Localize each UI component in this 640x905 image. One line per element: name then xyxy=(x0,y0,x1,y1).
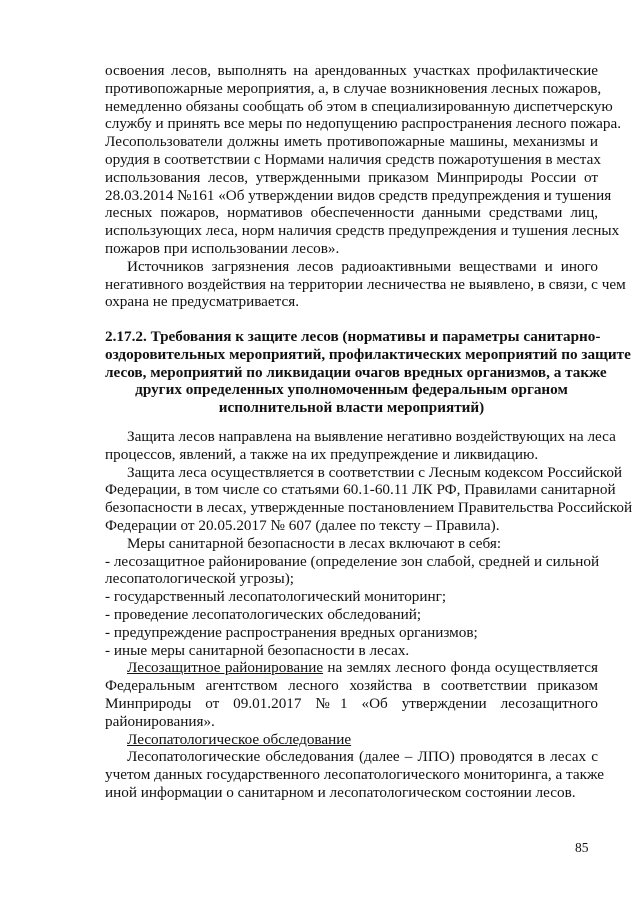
text-line: пожаров при использовании лесов». xyxy=(105,239,340,257)
text-line: Минприроды от 09.01.2017 №1 «Об утверждении лесозащитного xyxy=(105,694,598,712)
heading-line: других определенных уполномоченным федеральным органом xyxy=(135,381,568,399)
survey-title-line xyxy=(105,731,598,749)
text-line: противопожарные мероприятия, а, в случае возникновения лесных пожаров, xyxy=(105,79,602,97)
text-line: освоения лесов, выполнять на арендованных участках профилактические xyxy=(105,62,598,79)
text-line: использующих леса, норм наличия средств предупреждения и тушения лесных xyxy=(105,222,620,240)
text-line: Источников загрязнения лесов радиоактивными веществами и иного xyxy=(127,257,598,275)
text-line: учетом данных государственного лесопатологического мониторинга, а также xyxy=(105,766,605,784)
forest-protection-text xyxy=(105,428,633,802)
list-item: - иные меры санитарной безопасности в лесах. xyxy=(105,641,410,659)
fire-safety-paragraph xyxy=(105,62,626,311)
page-number: 85 xyxy=(575,840,589,855)
heading-line: 2.17.2. Требования к защите лесов (нормативы и параметры санитарно- xyxy=(105,328,601,345)
text-line: Лесопатологические обследования (далее – ЛПО) проводятся в лесах с xyxy=(127,748,598,766)
text-line: районирования». xyxy=(105,712,215,730)
text-line: охрана не предусматривается. xyxy=(105,293,299,311)
text-line: Федерации, в том числе со статьями 60.1-60.11 ЛК РФ, Правилами санитарной xyxy=(105,481,616,499)
text-line: лесопатологической угрозы); xyxy=(105,570,294,588)
text-line: негативного воздействия на территории лесничества не выявлено, в связи, с чем xyxy=(105,275,626,293)
zoning-term: Лесозащитное районирование xyxy=(127,659,324,677)
text-line: орудия в соответствии с Нормами наличия средств пожаротушения в местах xyxy=(105,150,601,168)
list-item: - предупреждение распространения вредных организмов; xyxy=(105,623,478,641)
section-heading xyxy=(105,328,631,417)
text-line: Федерации от 20.05.2017 № 607 (далее по тексту – Правила). xyxy=(105,516,500,534)
heading-line: лесов, мероприятий по ликвидации очагов вредных организмов, а также xyxy=(105,363,607,381)
text-line: Меры санитарной безопасности в лесах включают в себя: xyxy=(127,534,502,552)
text-line: Защита лесов направлена на выявление негативно воздействующих на леса xyxy=(127,428,616,445)
heading-line: исполнительной власти мероприятий) xyxy=(218,399,485,417)
text-line: использования лесов, утвержденными приказом Минприроды России от xyxy=(105,168,598,186)
list-item: - государственный лесопатологический мониторинг; xyxy=(105,588,447,606)
survey-title: Лесопатологическое обследование xyxy=(127,730,352,748)
text-line: немедленно обязаны сообщать об этом в специализированную диспетчерскую xyxy=(105,97,613,115)
list-item: - проведение лесопатологических обследований; xyxy=(105,605,422,623)
text-line: безопасности в лесах, утвержденные постановлением Правительства Российской xyxy=(105,499,633,517)
text-line: 28.03.2014 №161 «Об утверждении видов средств предупреждения и тушения xyxy=(105,186,612,204)
heading-line: оздоровительных мероприятий, профилактических мероприятий по защите xyxy=(105,345,631,363)
zoning-rest: на землях лесного фонда осуществляется xyxy=(323,659,598,677)
text-line: службу и принять все меры по недопущению распространения лесного пожара. xyxy=(105,115,622,133)
text-line: лесных пожаров, нормативов обеспеченности данными средствами лиц, xyxy=(105,204,598,222)
zoning-line xyxy=(105,659,598,677)
text-line: Лесопользователи должны иметь противопожарные машины, механизмы и xyxy=(105,133,598,151)
text-line: процессов, явлений, а также на их предупреждение и ликвидацию. xyxy=(105,445,539,463)
list-item: - лесозащитное районирование (определение зон слабой, средней и сильной xyxy=(105,552,600,570)
text-line: Федеральным агентством лесного хозяйства в соответствии приказом xyxy=(105,677,598,695)
text-line: Защита леса осуществляется в соответствии с Лесным кодексом Российской xyxy=(127,463,623,481)
text-line: иной информации о санитарном и лесопатологическом состоянии лесов. xyxy=(105,783,576,801)
